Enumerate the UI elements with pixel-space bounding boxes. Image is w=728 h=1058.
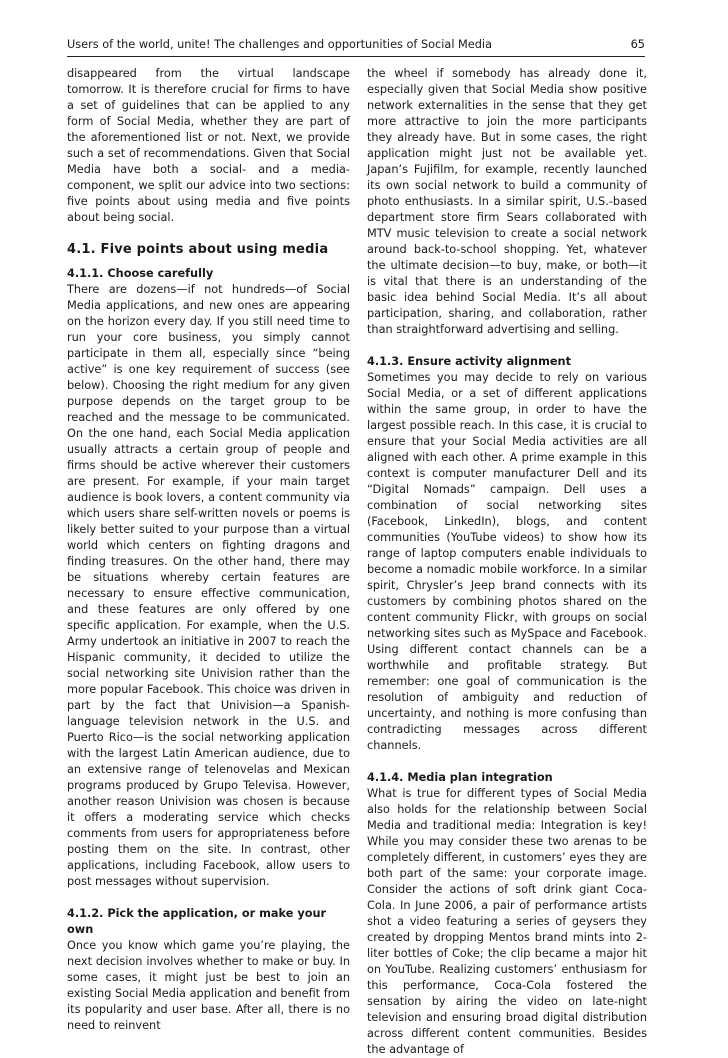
left-column [67, 66, 350, 1034]
paragraph-choose: There are dozens—if not hundreds—of Social Media applications, and new ones are appearing on the horizon every day. If you still need time to run your core business, you simply cannot participate in them all, especially since “being active” is one key requirement of success (see below). Choosing the right medium for any given purpose depends on the target group to be reached and the message to be communicated. On the one hand, each Social Media application usually attracts a certain group of people and firms should be active wherever their customers are present. For example, if your main target audience is book lovers, a content community via which users share self-written novels or poems is likely better suited to your purpose than a virtual world which centers on fighting dragons and finding treasures. On the other hand, there may be situations whereby certain features are necessary to ensure effective communication, and these features are only offered by one specific application. For example, when the U.S. Army undertook an initiative in 2007 to reach the Hispanic community, it decided to utilize the social networking site Univision rather than the more popular Facebook. This choice was driven in part by the fact that Univision—a Spanish-language television network in the U.S. and Puerto Rico—is the social networking application with the largest Latin American audience, due to an extensive range of telenovelas and Mexican programs produced by Grupo Televisa. However, another reason Univision was chosen is because it offers a moderating service which checks comments from users for appropriateness before posting them on the site. In contrast, other applications, including Facebook, allow users to post messages without supervision. [67, 283, 350, 888]
section-heading: 4.1. Five points about using media [67, 242, 329, 257]
subsection-heading-integration: 4.1.4. Media plan integration [367, 771, 553, 784]
page-number: 65 [630, 38, 645, 51]
running-header [67, 36, 645, 54]
right-column [367, 66, 647, 1058]
running-title: Users of the world, unite! The challenges and opportunities of Social Media [67, 38, 492, 51]
paragraph-continued: the wheel if somebody has already done it, especially given that Social Media show positive network externalities in the sense that they get more attractive to join the more participants they already have. But in some cases, the right application might just not be available yet. Japan’s Fujifilm, for example, recently launched its own social network to build a community of photo enthusiasts. In a similar spirit, U.S.-based department store firm Sears collaborated with MTV music television to create a social network around back-to-school shopping. Yet, whatever the ultimate decision—to buy, make, or both—it is vital that there is an understanding of the basic idea behind Social Media. It’s all about participation, sharing, and collaboration, rather than straightforward advertising and selling. [367, 67, 647, 336]
intro-paragraph: disappeared from the virtual landscape tomorrow. It is therefore crucial for firms to have a set of guidelines that can be applied to any form of Social Media, whether they are part of the aforementioned list or not. Next, we provide such a set of recommendations. Given that Social Media have both a social- and a media-component, we split our advice into two sections: five points about using media and five points about being social. [67, 67, 350, 224]
header-rule [67, 56, 645, 57]
paragraph-pick: Once you know which game you’re playing, the next decision involves whether to make or buy. In some cases, it might just be best to join an existing Social Media application and benefit from its popularity and user base. After all, there is no need to reinvent [67, 939, 350, 1032]
paragraph-integration: What is true for different types of Social Media also holds for the relationship between Social Media and traditional media: Integration is key! While you may consider these two arenas to be completely different, in customers’ eyes they are both part of the same: your corporate image. Consider the actions of soft drink giant Coca-Cola. In June 2006, a pair of performance artists shot a video featuring a series of geysers they created by dropping Mentos brand mints into 2-liter bottles of Coke; the clip became a major hit on YouTube. Realizing customers’ enthusiasm for this performance, Coca-Cola fostered the sensation by airing the video on late-night television and ensuring broad digital distribution across different content communities. Besides the advantage of [367, 787, 647, 1056]
subsection-heading-alignment: 4.1.3. Ensure activity alignment [367, 355, 571, 368]
paragraph-alignment: Sometimes you may decide to rely on various Social Media, or a set of different applications within the same group, in order to have the largest possible reach. In this case, it is crucial to ensure that your Social Media activities are all aligned with each other. A prime example in this context is computer manufacturer Dell and its “Digital Nomads” campaign. Dell uses a combination of social networking sites (Facebook, LinkedIn), blogs, and content communities (YouTube videos) to show how its range of laptop computers enable individuals to become a nomadic mobile workforce. In a similar spirit, Chrysler’s Jeep brand connects with its customers by combining photos shared on the content community Flickr, with groups on social networking sites such as MySpace and Facebook. Using different contact channels can be a worthwhile and profitable strategy. But remember: one goal of communication is the resolution of ambiguity and reduction of uncertainty, and nothing is more confusing than contradicting messages across different channels. [367, 371, 647, 752]
subsection-heading-choose: 4.1.1. Choose carefully [67, 267, 214, 280]
subsection-heading-pick: 4.1.2. Pick the application, or make your own [67, 907, 327, 936]
